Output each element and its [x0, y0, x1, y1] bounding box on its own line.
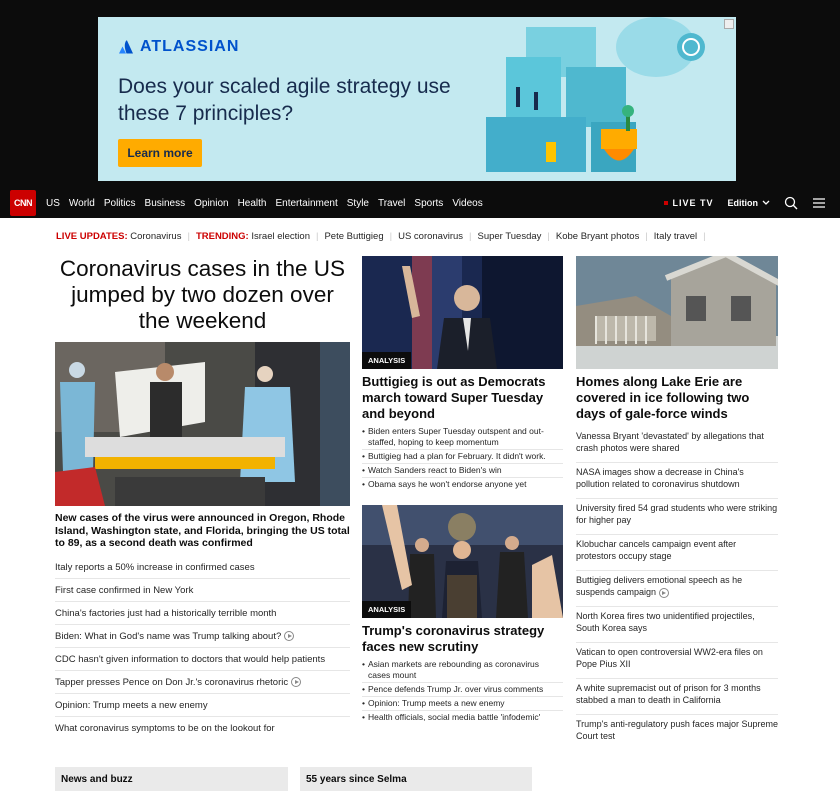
link-text: First case confirmed in New York: [55, 584, 194, 596]
trending-link-coronavirus[interactable]: Coronavirus: [130, 230, 182, 242]
list-item[interactable]: [576, 427, 778, 463]
link-text: Biden: What in God's name was Trump talking about?: [55, 630, 282, 642]
bullet-link[interactable]: • Pence defends Trump Jr. over virus comments: [362, 684, 563, 697]
link-text: CDC hasn't given information to doctors that would help patients: [55, 653, 326, 665]
lead-related-links: [55, 556, 350, 740]
lead-headline[interactable]: Coronavirus cases in the US jumped by two dozen over the weekend: [59, 256, 346, 333]
search-icon[interactable]: [784, 196, 798, 210]
link-text: NASA images show a decrease in China's pollution related to coronavirus shutdown: [576, 467, 744, 489]
lead-caption[interactable]: New cases of the virus were announced in Oregon, Rhode Island, Washington state, and Florida, bringing the US total to 89, as a second death was confirmed: [55, 512, 350, 549]
video-play-icon: [291, 677, 301, 687]
nav-item-travel[interactable]: Travel: [377, 197, 406, 209]
section-header-news-buzz[interactable]: News and buzz: [55, 767, 288, 791]
trending-link-israel[interactable]: Israel election: [251, 230, 310, 242]
list-item[interactable]: [576, 643, 778, 679]
list-item[interactable]: [55, 694, 350, 717]
bullet-link[interactable]: • Biden enters Super Tuesday outspent and out-staffed, hoping to keep momentum: [362, 426, 563, 450]
bullet-link[interactable]: • Asian markets are rebounding as coronavirus cases mount: [362, 659, 563, 683]
link-text: Buttigieg delivers emotional speech as he suspends campaign: [576, 575, 743, 597]
nav-item-opinion[interactable]: Opinion: [194, 197, 229, 209]
ad-banner-area: [0, 0, 840, 188]
trending-link-italy[interactable]: Italy travel: [653, 230, 698, 242]
middle-column: [362, 256, 563, 722]
analysis-tag: ANALYSIS: [362, 601, 411, 618]
story-trump: [362, 505, 563, 725]
learn-more-button[interactable]: Learn more: [118, 139, 202, 167]
link-text: Opinion: Trump meets a new enemy: [55, 699, 208, 711]
trending-link-us-coronavirus[interactable]: US coronavirus: [398, 230, 464, 242]
link-text: Italy reports a 50% increase in confirmed cases: [55, 561, 255, 573]
live-tv-label: LIVE TV: [672, 198, 714, 208]
ad-illustration: [486, 17, 736, 181]
iced-house-image: [576, 256, 778, 369]
divider: |: [547, 230, 550, 242]
atlassian-ad[interactable]: [98, 17, 736, 181]
story-headline[interactable]: Homes along Lake Erie are covered in ice following two days of gale-force winds: [576, 374, 750, 421]
nav-item-videos[interactable]: Videos: [452, 197, 483, 209]
main-navigation: [0, 188, 840, 218]
link-text: Klobuchar cancels campaign event after protestors occupy stage: [576, 539, 737, 561]
list-item[interactable]: [576, 607, 778, 643]
list-item[interactable]: [55, 648, 350, 671]
link-text: China's factories just had a historically terrible month: [55, 607, 277, 619]
divider: |: [469, 230, 472, 242]
right-column: [576, 256, 778, 751]
list-item[interactable]: [55, 717, 350, 740]
cnn-logo[interactable]: CNN: [10, 190, 36, 216]
story-bullets: [362, 659, 563, 724]
bullet-link[interactable]: • Health officials, social media battle 'infodemic': [362, 712, 563, 724]
headline-list: [576, 427, 778, 751]
story-headline[interactable]: Buttigieg is out as Democrats march toward Super Tuesday and beyond: [362, 374, 546, 421]
nav-item-sports[interactable]: Sports: [414, 197, 444, 209]
list-item[interactable]: [55, 671, 350, 694]
story-headline[interactable]: Trump's coronavirus strategy faces new scrutiny: [362, 623, 545, 654]
list-item[interactable]: [576, 571, 778, 607]
list-item[interactable]: [576, 715, 778, 751]
nav-item-health[interactable]: Health: [237, 197, 267, 209]
divider: |: [703, 230, 706, 242]
live-dot-icon: [664, 201, 668, 205]
ad-headline: Does your scaled agile strategy use these 7 principles?: [118, 75, 451, 125]
story-buttigieg: [362, 256, 563, 491]
bullet-link[interactable]: • Watch Sanders react to Biden's win: [362, 465, 563, 478]
list-item[interactable]: [55, 579, 350, 602]
video-play-icon: [659, 588, 669, 598]
edition-label: Edition: [727, 198, 758, 208]
nav-item-style[interactable]: Style: [346, 197, 369, 209]
ad-brand: ATLASSIAN: [118, 38, 239, 56]
nav-item-us[interactable]: US: [46, 197, 60, 209]
bullet-link[interactable]: • Buttigieg had a plan for February. It didn't work.: [362, 451, 563, 464]
buttigieg-photo[interactable]: [362, 256, 563, 369]
link-text: University fired 54 grad students who were striking for higher pay: [576, 503, 778, 525]
trending-link-buttigieg[interactable]: Pete Buttigieg: [324, 230, 384, 242]
divider: |: [187, 230, 190, 242]
list-item[interactable]: [576, 679, 778, 715]
link-text: Trump's anti-regulatory push faces major Supreme Court test: [576, 719, 778, 741]
link-text: What coronavirus symptoms to be on the lookout for: [55, 723, 275, 734]
hamburger-menu-icon[interactable]: [812, 197, 826, 209]
link-text: Vanessa Bryant 'devastated' by allegations that crash photos were shared: [576, 431, 764, 453]
nav-item-entertainment[interactable]: Entertainment: [275, 197, 338, 209]
trending-link-kobe[interactable]: Kobe Bryant photos: [555, 230, 640, 242]
trending-link-super-tuesday[interactable]: Super Tuesday: [477, 230, 542, 242]
ice-house-photo[interactable]: [576, 256, 778, 369]
list-item[interactable]: [55, 625, 350, 648]
medics-stretcher-photo: [55, 342, 350, 506]
chevron-down-icon: [762, 200, 770, 206]
atlassian-logo-icon: [118, 40, 134, 54]
nav-item-business[interactable]: Business: [144, 197, 186, 209]
edition-selector[interactable]: [728, 198, 771, 208]
story-bullets: [362, 426, 563, 491]
link-text: Tapper presses Pence on Don Jr.'s coronavirus rhetoric: [55, 676, 289, 688]
trending-label: TRENDING:: [195, 230, 249, 242]
list-item[interactable]: [576, 463, 778, 499]
live-tv-link[interactable]: [664, 198, 713, 208]
analysis-tag: ANALYSIS: [362, 352, 411, 369]
link-text: Vatican to open controversial WW2-era files on Pope Pius XII: [576, 647, 763, 669]
link-text: A white supremacist out of prison for 3 months stabbed a man to death in California: [576, 683, 761, 705]
trump-photo[interactable]: [362, 505, 563, 618]
live-updates-label: LIVE UPDATES:: [56, 230, 128, 242]
nav-menu: [46, 198, 483, 209]
nav-right: [664, 196, 826, 210]
divider: |: [645, 230, 648, 242]
video-play-icon: [284, 631, 294, 641]
divider: |: [389, 230, 393, 242]
lead-image[interactable]: [55, 342, 350, 506]
list-item[interactable]: [576, 535, 778, 571]
nav-item-politics[interactable]: Politics: [103, 197, 136, 209]
link-text: North Korea fires two unidentified projectiles, South Korea says: [576, 611, 755, 633]
list-item[interactable]: [55, 556, 350, 579]
bullet-link[interactable]: • Obama says he won't endorse anyone yet: [362, 479, 563, 491]
list-item[interactable]: [55, 602, 350, 625]
divider: |: [315, 230, 319, 242]
bullet-link[interactable]: • Opinion: Trump meets a new enemy: [362, 698, 563, 711]
section-header-selma[interactable]: 55 years since Selma: [300, 767, 532, 791]
trending-bar: [56, 228, 712, 244]
nav-item-world[interactable]: World: [68, 197, 95, 209]
lead-column: [55, 256, 350, 734]
list-item[interactable]: [576, 499, 778, 535]
